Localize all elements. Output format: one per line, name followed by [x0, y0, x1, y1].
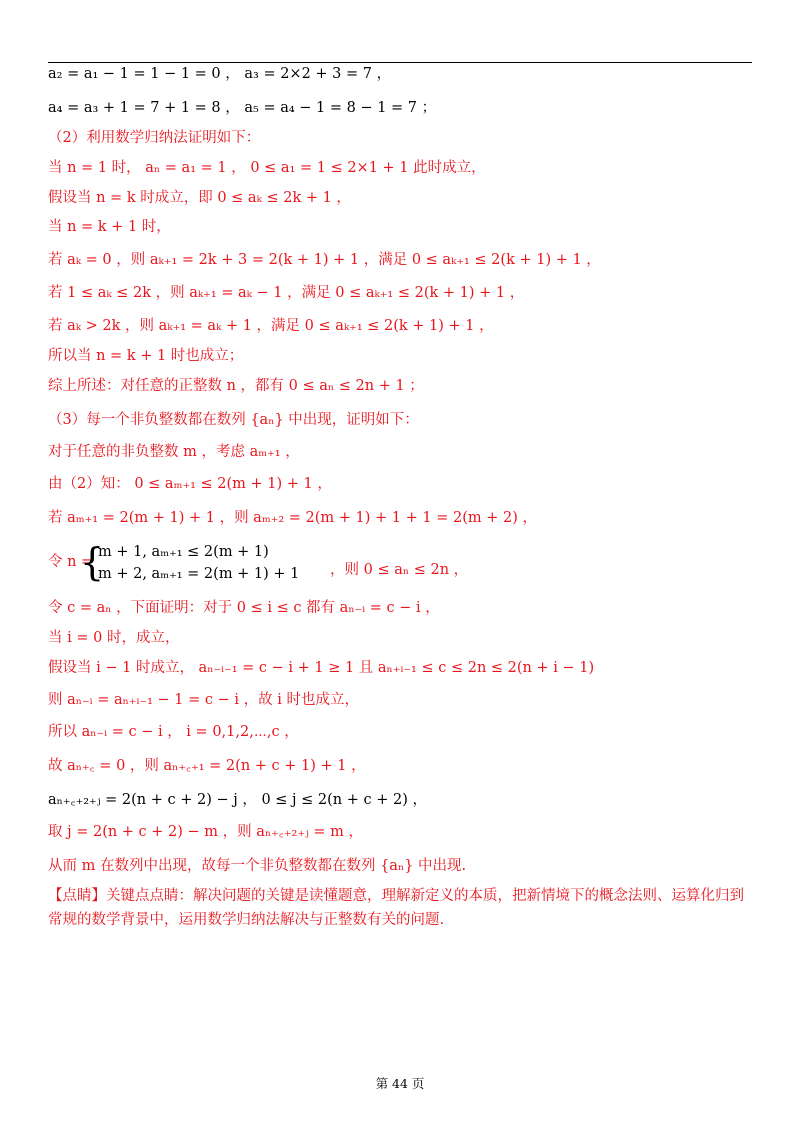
line-a4-a5: a₄ = a₃ + 1 = 7 + 1 = 8 ， a₅ = a₄ − 1 = 8 − 1 = 7 ；: [48, 100, 437, 116]
line-part2-title: （2）利用数学归纳法证明如下：: [48, 130, 261, 146]
key-point-text: 关键点点睛：解决问题的关键是读懂题意，理解新定义的本质，把新情境下的概念法则、运算化归到常规的数学背景中，运用数学归纳法解决与正整数有关的问题.: [48, 888, 744, 928]
line-case-large: 若 aₖ > 2k ，则 aₖ₊₁ = aₖ + 1 ，满足 0 ≤ aₖ₊₁ ≤ 2(k + 1) + 1 ，: [48, 318, 494, 334]
line-step: 当 n = k + 1 时，: [48, 219, 171, 235]
line-assume-i: 假设当 i − 1 时成立， aₙ₋ᵢ₋₁ = c − i + 1 ≥ 1 且 aₙ₊ᵢ₋₁ ≤ c ≤ 2n ≤ 2(n + i − 1): [48, 660, 595, 676]
line-i-zero: 当 i = 0 时，成立，: [48, 630, 180, 646]
line-define-c: 令 c = aₙ ，下面证明：对于 0 ≤ i ≤ c 都有 aₙ₋ᵢ = c − i ，: [48, 600, 440, 616]
line-define-n-suffix: ，则 0 ≤ aₙ ≤ 2n ，: [330, 562, 469, 578]
case-2: m + 2, aₘ₊₁ = 2(m + 1) + 1: [98, 566, 300, 582]
line-a2-a3: a₂ = a₁ − 1 = 1 − 1 = 0 ， a₃ = 2×2 + 3 = 7 ，: [48, 66, 392, 82]
line-then-i: 则 aₙ₋ᵢ = aₙ₊ᵢ₋₁ − 1 = c − i ，故 i 时也成立，: [48, 692, 359, 708]
key-point-note: [48, 884, 753, 932]
line-hence-zero: 故 aₙ₊꜀ = 0 ，则 aₙ₊꜀₊₁ = 2(n + c + 1) + 1 ，: [48, 758, 366, 774]
line-from-part2: 由（2）知： 0 ≤ aₘ₊₁ ≤ 2(m + 1) + 1 ，: [48, 476, 332, 492]
line-base-case: 当 n = 1 时， aₙ = a₁ = 1 ， 0 ≤ a₁ = 1 ≤ 2×1 + 1 此时成立，: [48, 160, 486, 176]
line-consider-m: 对于任意的非负整数 m ，考虑 aₘ₊₁ ，: [48, 444, 300, 460]
line-step-holds: 所以当 n = k + 1 时也成立；: [48, 348, 244, 364]
line-final: 从而 m 在数列中出现，故每一个非负整数都在数列 {aₙ} 中出现.: [48, 858, 467, 874]
line-hypothesis: 假设当 n = k 时成立，即 0 ≤ aₖ ≤ 2k + 1 ，: [48, 190, 351, 206]
line-if-max: 若 aₘ₊₁ = 2(m + 1) + 1 ，则 aₘ₊₂ = 2(m + 1) + 1 + 1 = 2(m + 2) ，: [48, 510, 537, 526]
line-define-n-prefix: 令 n =: [48, 554, 94, 570]
line-part3-title: （3）每一个非负整数都在数列 {aₙ} 中出现，证明如下：: [48, 412, 419, 428]
line-case-zero: 若 aₖ = 0 ，则 aₖ₊₁ = 2k + 3 = 2(k + 1) + 1 ，满足 0 ≤ aₖ₊₁ ≤ 2(k + 1) + 1 ，: [48, 252, 601, 268]
line-take-j: 取 j = 2(n + c + 2) − m ，则 aₙ₊꜀₊₂₊ⱼ = m ，: [48, 824, 364, 840]
line-case-mid: 若 1 ≤ aₖ ≤ 2k ，则 aₖ₊₁ = aₖ − 1 ，满足 0 ≤ aₖ₊₁ ≤ 2(k + 1) + 1 ，: [48, 285, 525, 301]
case-1: m + 1, aₘ₊₁ ≤ 2(m + 1): [98, 544, 269, 560]
line-general-term: aₙ₊꜀₊₂₊ⱼ = 2(n + c + 2) − j ， 0 ≤ j ≤ 2(n + c + 2) ，: [48, 792, 427, 808]
case-brace: {: [80, 540, 105, 584]
header-rule: [48, 62, 752, 63]
line-conclusion: 综上所述：对任意的正整数 n ，都有 0 ≤ aₙ ≤ 2n + 1 ；: [48, 378, 424, 394]
page-number: 第 44 页: [375, 1076, 425, 1091]
line-so-a: 所以 aₙ₋ᵢ = c − i ， i = 0,1,2,⋯,c ，: [48, 724, 299, 740]
key-point-label: 【点睛】: [48, 888, 106, 904]
